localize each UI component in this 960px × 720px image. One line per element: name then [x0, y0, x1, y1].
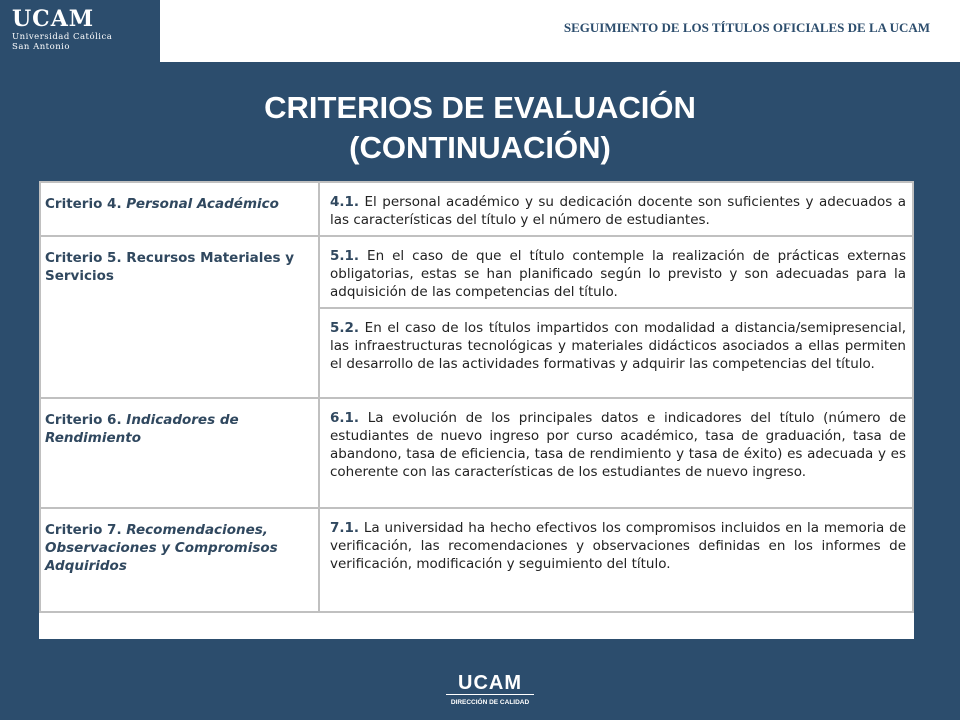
- item-5-2-cell: [319, 308, 913, 398]
- criterion-name: Indicadores de Rendimiento: [45, 412, 239, 446]
- footer-logo: [440, 672, 540, 706]
- criterion-4-cell: [40, 182, 319, 236]
- table-row: [40, 398, 913, 508]
- item-number: 4.1.: [330, 194, 360, 210]
- header-title: SEGUIMIENTO DE LOS TÍTULOS OFICIALES DE LA UCAM: [563, 20, 930, 35]
- header-bar: [0, 0, 960, 64]
- criterion-5-cell: [40, 236, 319, 398]
- criterion-label: Criterio 4.: [45, 196, 122, 212]
- criterion-label: Criterio 5.: [45, 250, 122, 266]
- item-text: La universidad ha hecho efectivos los compromisos incluidos en la memoria de verificación, las recomendaciones y observaciones definidas en los informes de verificación, modificación y seguimiento del título.: [330, 520, 907, 572]
- table-row: [40, 182, 913, 236]
- item-4-1-cell: [319, 182, 913, 236]
- table-row: [40, 508, 913, 612]
- table-row: [40, 236, 913, 308]
- item-text: En el caso de que el título contemple la realización de prácticas externas obligatorias, estas se han planificado según lo previsto y son adecuadas para la adquisición de las competencias del título.: [330, 248, 906, 300]
- logo-line-2: San Antonio: [12, 42, 71, 52]
- criterion-6-cell: [40, 398, 319, 508]
- criterion-name: Recursos Materiales y Servicios: [45, 250, 295, 284]
- item-6-1-cell: [319, 398, 913, 508]
- title-line-2: (CONTINUACIÓN): [349, 130, 611, 165]
- logo-main-text: UCAM: [12, 6, 95, 32]
- item-text: El personal académico y su dedicación docente son suficientes y adecuados a las características del título y el número de estudiantes.: [330, 194, 907, 228]
- item-5-1-cell: [319, 236, 913, 308]
- footer-logo-sub: DIRECCIÓN DE CALIDAD: [450, 699, 530, 706]
- item-text: En el caso de los títulos impartidos con modalidad a distancia/semipresencial, las infraestructuras tecnológicas y materiales didácticos asociados a ellas permiten el desarrollo de las actividades formativas y adquirir las competencias del título.: [330, 320, 906, 372]
- item-text: La evolución de los principales datos e indicadores del título (número de estudiantes de nuevo ingreso por curso académico, tasa de graduación, tasa de abandono, tasa de eficiencia, tasa de rendimiento y tasa de éxito) es adecuada y es coherente con las características de los estudiantes de nuevo ingreso.: [330, 410, 906, 480]
- item-number: 7.1.: [330, 520, 360, 536]
- criterion-label: Criterio 7.: [45, 522, 122, 538]
- criterion-label: Criterio 6.: [45, 412, 122, 428]
- page-title: [0, 88, 960, 168]
- logo-line-1: Universidad Católica: [12, 32, 113, 42]
- item-number: 5.2.: [330, 320, 360, 336]
- title-line-1: CRITERIOS DE EVALUACIÓN: [264, 90, 696, 125]
- criteria-panel: [39, 181, 914, 639]
- item-7-1-cell: [319, 508, 913, 612]
- footer-logo-main: UCAM: [446, 672, 534, 695]
- criterion-7-cell: [40, 508, 319, 612]
- logo-subtitle: [12, 32, 112, 52]
- item-number: 5.1.: [330, 248, 360, 264]
- criterion-name: Personal Académico: [126, 196, 279, 212]
- item-number: 6.1.: [330, 410, 360, 426]
- criteria-table: [39, 181, 914, 613]
- criterion-name: Recomendaciones, Observaciones y Compromisos Adquiridos: [45, 522, 278, 574]
- ucam-logo: [0, 0, 160, 62]
